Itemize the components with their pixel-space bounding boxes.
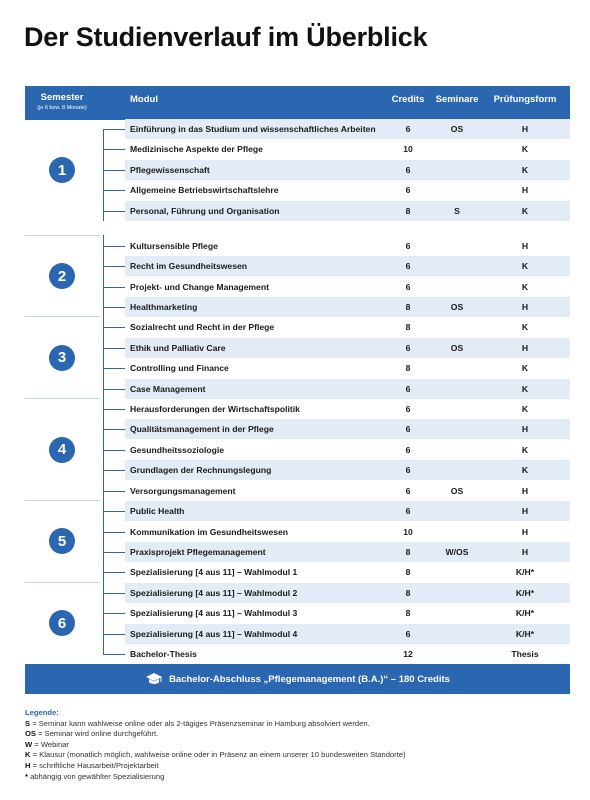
tree-branch <box>103 327 125 328</box>
module-credits: 6 <box>405 445 411 455</box>
module-credits: 6 <box>405 282 411 292</box>
module-exam-form: K <box>521 322 529 332</box>
module-credits: 6 <box>405 261 411 271</box>
module-credits: 6 <box>405 404 411 414</box>
module-name: Case Management <box>130 384 206 394</box>
module-exam-form: K <box>521 445 529 455</box>
table-row <box>25 160 570 180</box>
legend <box>25 708 406 782</box>
table-row <box>25 603 570 623</box>
tree-branch <box>103 307 125 308</box>
module-seminar: OS <box>450 302 464 312</box>
module-exam-form: H <box>521 343 529 353</box>
table-row <box>25 236 570 256</box>
module-credits: 6 <box>405 424 411 434</box>
module-seminar: W/OS <box>445 547 469 557</box>
legend-item: S = Seminar kann wahlweise online oder als 2-tägiges Präsenzseminar in Hamburg absolviert werden. <box>25 718 370 728</box>
tree-branch <box>103 287 125 288</box>
header-semester <box>25 92 99 111</box>
table-row <box>25 399 570 419</box>
table-row <box>25 522 570 542</box>
table-header <box>25 86 570 120</box>
module-credits: 6 <box>405 506 411 516</box>
module-name: Allgemeine Betriebswirtschaftslehre <box>130 185 279 195</box>
module-exam-form: H <box>521 124 529 134</box>
graduation-cap-icon <box>145 672 163 686</box>
table-row <box>25 542 570 562</box>
table-row <box>25 338 570 358</box>
module-exam-form: H <box>521 527 529 537</box>
module-exam-form: K <box>521 165 529 175</box>
module-exam-form: K <box>521 261 529 271</box>
module-credits: 8 <box>405 608 411 618</box>
module-name: Personal, Führung und Organisation <box>130 206 280 216</box>
module-name: Versorgungsmanagement <box>130 486 236 496</box>
header-pruefungsform: Prüfungsform <box>493 94 557 105</box>
module-name: Einführung in das Studium und wissenschaftliches Arbeiten <box>130 124 376 134</box>
tree-branch <box>103 170 125 171</box>
semester-number: 6 <box>49 610 75 636</box>
tree-branch <box>103 389 125 390</box>
module-name: Qualitätsmanagement in der Pflege <box>130 424 274 434</box>
legend-item: OS = Seminar wird online durchgeführt. <box>25 729 159 739</box>
module-exam-form: K <box>521 206 529 216</box>
header-semester-note: (je 6 bzw. 8 Monate) <box>37 105 87 111</box>
module-credits: 6 <box>405 241 411 251</box>
tree-branch <box>103 129 125 130</box>
table-row <box>25 119 570 139</box>
module-exam-form: H <box>521 547 529 557</box>
table-row <box>25 379 570 399</box>
tree-branch <box>103 654 125 655</box>
tree-branch <box>103 348 125 349</box>
tree-branch <box>103 211 125 212</box>
tree-branch <box>103 491 125 492</box>
tree-branch <box>103 149 125 150</box>
table-row <box>25 562 570 582</box>
table-row <box>25 358 570 378</box>
module-name: Sozialrecht und Recht in der Pflege <box>130 322 275 332</box>
module-credits: 6 <box>405 465 411 475</box>
table-row <box>25 139 570 159</box>
module-name: Ethik und Palliativ Care <box>130 343 226 353</box>
semester-number: 5 <box>49 528 75 554</box>
module-name: Gesundheitssoziologie <box>130 445 225 455</box>
tree-branch <box>103 368 125 369</box>
module-exam-form: H <box>521 424 529 434</box>
module-name: Spezialisierung [4 aus 11] – Wahlmodul 2 <box>130 588 298 598</box>
semester-number: 3 <box>49 345 75 371</box>
module-exam-form: K <box>521 465 529 475</box>
header-modul: Modul <box>130 94 158 105</box>
module-credits: 6 <box>405 185 411 195</box>
module-credits: 8 <box>405 363 411 373</box>
module-exam-form: H <box>521 302 529 312</box>
module-credits: 8 <box>405 588 411 598</box>
module-credits: 8 <box>405 206 411 216</box>
module-seminar: S <box>454 206 460 216</box>
module-exam-form: H <box>521 486 529 496</box>
module-credits: 6 <box>405 629 411 639</box>
module-exam-form: K <box>521 404 529 414</box>
tree-branch <box>103 450 125 451</box>
module-exam-form: H <box>521 185 529 195</box>
tree-branch <box>103 266 125 267</box>
module-name: Healthmarketing <box>130 302 198 312</box>
module-exam-form: K <box>521 384 529 394</box>
module-name: Kultursensible Pflege <box>130 241 218 251</box>
tree-branch <box>103 593 125 594</box>
module-name: Public Health <box>130 506 185 516</box>
module-name: Pflegewissenschaft <box>130 165 210 175</box>
module-credits: 8 <box>405 567 411 577</box>
tree-branch <box>103 552 125 553</box>
legend-item: H = schriftliche Hausarbeit/Projektarbeit <box>25 760 159 770</box>
module-exam-form: K <box>521 282 529 292</box>
module-credits: 6 <box>405 124 411 134</box>
module-seminar: OS <box>450 343 464 353</box>
module-exam-form: K/H* <box>515 629 535 639</box>
table-row <box>25 624 570 644</box>
module-credits: 12 <box>403 649 413 659</box>
module-name: Spezialisierung [4 aus 11] – Wahlmodul 3 <box>130 608 298 618</box>
table-row <box>25 419 570 439</box>
module-exam-form: Thesis <box>511 649 539 659</box>
tree-branch <box>103 470 125 471</box>
table-row <box>25 440 570 460</box>
tree-branch <box>103 572 125 573</box>
table-row <box>25 501 570 521</box>
table-row <box>25 317 570 337</box>
module-name: Herausforderungen der Wirtschaftspolitik <box>130 404 300 414</box>
header-credits: Credits <box>391 94 425 105</box>
module-credits: 6 <box>405 165 411 175</box>
module-credits: 8 <box>405 322 411 332</box>
module-credits: 10 <box>403 144 413 154</box>
tree-branch <box>103 634 125 635</box>
module-name: Praxisprojekt Pflegemanagement <box>130 547 266 557</box>
module-exam-form: K/H* <box>515 608 535 618</box>
table-row <box>25 180 570 200</box>
semester-number: 4 <box>49 437 75 463</box>
module-credits: 10 <box>403 527 413 537</box>
legend-item: * abhängig von gewählter Spezialisierung <box>25 771 165 781</box>
table-row <box>25 644 570 664</box>
module-credits: 8 <box>405 547 411 557</box>
semester-number: 1 <box>49 157 75 183</box>
legend-title: Legende: <box>25 708 59 717</box>
degree-banner <box>25 664 570 694</box>
header-seminare: Seminare <box>435 94 479 105</box>
module-name: Kommunikation im Gesundheitswesen <box>130 527 289 537</box>
semester-number: 2 <box>49 263 75 289</box>
module-name: Spezialisierung [4 aus 11] – Wahlmodul 4 <box>130 629 298 639</box>
tree-branch <box>103 532 125 533</box>
module-name: Recht im Gesundheitswesen <box>130 261 248 271</box>
table-row <box>25 277 570 297</box>
module-credits: 8 <box>405 302 411 312</box>
table-row <box>25 583 570 603</box>
curriculum-table <box>25 86 570 665</box>
tree-branch <box>103 511 125 512</box>
table-body <box>25 120 570 665</box>
page-title: Der Studienverlauf im Überblick <box>24 22 428 52</box>
module-name: Grundlagen der Rechnungslegung <box>130 465 272 475</box>
tree-branch <box>103 409 125 410</box>
table-row <box>25 201 570 221</box>
module-exam-form: K <box>521 363 529 373</box>
table-row <box>25 460 570 480</box>
tree-branch <box>103 613 125 614</box>
module-credits: 6 <box>405 384 411 394</box>
module-name: Spezialisierung [4 aus 11] – Wahlmodul 1 <box>130 567 298 577</box>
module-name: Controlling und Finance <box>130 363 229 373</box>
module-exam-form: H <box>521 241 529 251</box>
degree-banner-text: Bachelor-Abschluss „Pflegemanagement (B.A.)“ – 180 Credits <box>169 673 450 685</box>
table-row <box>25 256 570 276</box>
module-name: Medizinische Aspekte der Pflege <box>130 144 263 154</box>
module-name: Bachelor-Thesis <box>130 649 197 659</box>
legend-item: W = Webinar <box>25 739 69 749</box>
module-exam-form: H <box>521 506 529 516</box>
module-credits: 6 <box>405 486 411 496</box>
module-name: Projekt- und Change Management <box>130 282 269 292</box>
module-exam-form: K/H* <box>515 567 535 577</box>
module-exam-form: K <box>521 144 529 154</box>
module-exam-form: K/H* <box>515 588 535 598</box>
table-row <box>25 297 570 317</box>
legend-item: K = Klausur (monatlich möglich, wahlweise online oder in Präsenz an einem unserer 10 bundesweiten Standorte) <box>25 750 406 760</box>
module-seminar: OS <box>450 486 464 496</box>
tree-branch <box>103 429 125 430</box>
header-semester-label: Semester <box>40 92 84 103</box>
module-seminar: OS <box>450 124 464 134</box>
tree-branch <box>103 246 125 247</box>
module-credits: 6 <box>405 343 411 353</box>
table-row <box>25 481 570 501</box>
tree-branch <box>103 190 125 191</box>
